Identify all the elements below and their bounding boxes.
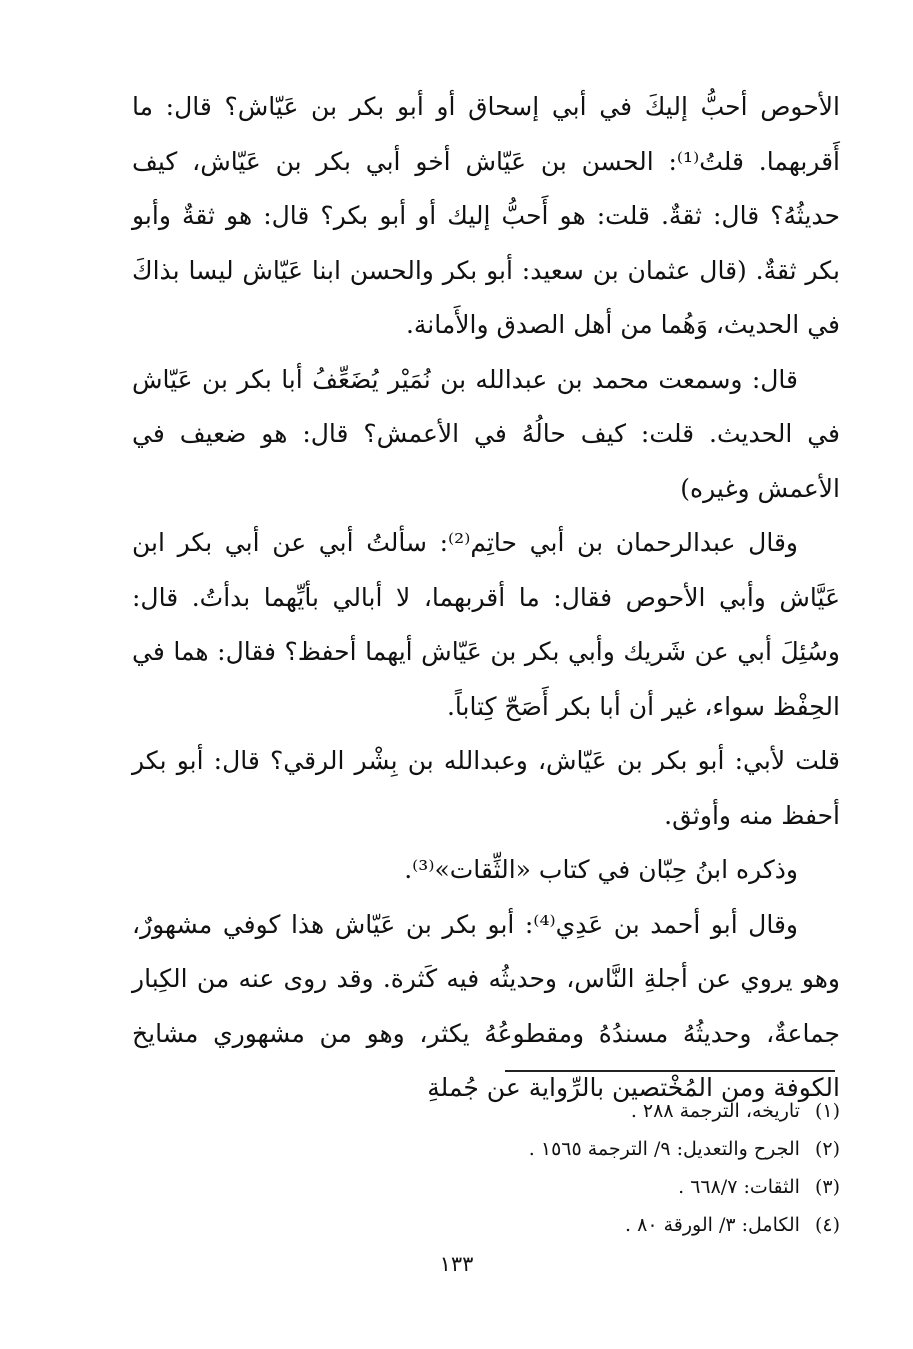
footnotes: [132, 1092, 840, 1244]
footnote: [132, 1130, 840, 1168]
footnote-text: الثقات: ٦٦٨/٧ .: [678, 1176, 800, 1198]
paragraph: وذكره ابنُ حِبّان في كتاب «الثِّقات»⁽³⁾.: [404, 855, 798, 884]
footnote-number: (٣): [814, 1176, 840, 1198]
paragraph: قال: وسمعت محمد بن عبدالله بن نُمَيْر يُضَعِّفُ أبا بكر بن عَيّاش في الحديث. قلت: كيف حالُهُ في الأعمش؟ قال: هو ضعيف في الأعمش وغيره): [132, 364, 840, 503]
paragraph: وقال عبدالرحمان بن أبي حاتِم⁽²⁾: سألتُ أبي عن أبي بكر ابن عَيَّاش وأبي الأحوص فقال: ما أقربهما، لا أبالي بأيِّهما بدأتُ. قال: وسُئِلَ أبي عن شَريك وأبي بكر بن عَيّاش أيهما أحفظ؟ فقال: هما في الحِفْظ سواء، غير أن أبا بكر أَصَحّ كِتاباً.: [132, 528, 840, 721]
footnote-number: (١): [814, 1100, 840, 1122]
footnote-text: الجرح والتعديل: ٩/ الترجمة ١٥٦٥ .: [528, 1138, 800, 1160]
paragraph: قلت لأبي: أبو بكر بن عَيّاش، وعبدالله بن بِشْر الرقي؟ قال: أبو بكر أحفظ منه وأوثق.: [132, 746, 840, 830]
footnote-number: (٤): [814, 1214, 840, 1236]
footnote-number: (٢): [814, 1138, 840, 1160]
main-text: [132, 80, 840, 1116]
footnote: [132, 1092, 840, 1130]
footnote: [132, 1206, 840, 1244]
footnote-text: الكامل: ٣/ الورقة ٨٠ .: [625, 1214, 800, 1236]
page-number: ١٣٣: [439, 1252, 474, 1276]
paragraph: وقال أبو أحمد بن عَدِي⁽⁴⁾: أبو بكر بن عَيّاش هذا كوفي مشهورٌ، وهو يروي عن أجلةِ النَّاس، وحديثُه فيه كَثرة. وقد روى عنه من الكِبار جماعةٌ، وحديثُهُ مسندُهُ ومقطوعُهُ يكثر، وهو من مشهوري مشايخ الكوفة ومن المُخْتصين بالرِّواية عن جُملةِ: [132, 909, 840, 1102]
paragraph: الأحوص أحبُّ إليكَ في أبي إسحاق أو أبو بكر بن عَيّاش؟ قال: ما أَقربهما. قلتُ⁽¹⁾: الحسن بن عَيّاش أخو أبي بكر بن عَيّاش، كيف حديثُهُ؟ قال: ثقةٌ. قلت: هو أَحبُّ إليك أو أبو بكر؟ قال: هو ثقةٌ وأبو بكر ثقةٌ. (قال عثمان بن سعيد: أبو بكر والحسن ابنا عَيّاش ليسا بذاكَ في الحديث، وَهُما من أهل الصدق والأَمانة.: [132, 92, 840, 339]
footnote-separator: [505, 1070, 835, 1072]
footnote-text: تاريخه، الترجمة ٢٨٨ .: [630, 1100, 800, 1122]
footnote: [132, 1168, 840, 1206]
